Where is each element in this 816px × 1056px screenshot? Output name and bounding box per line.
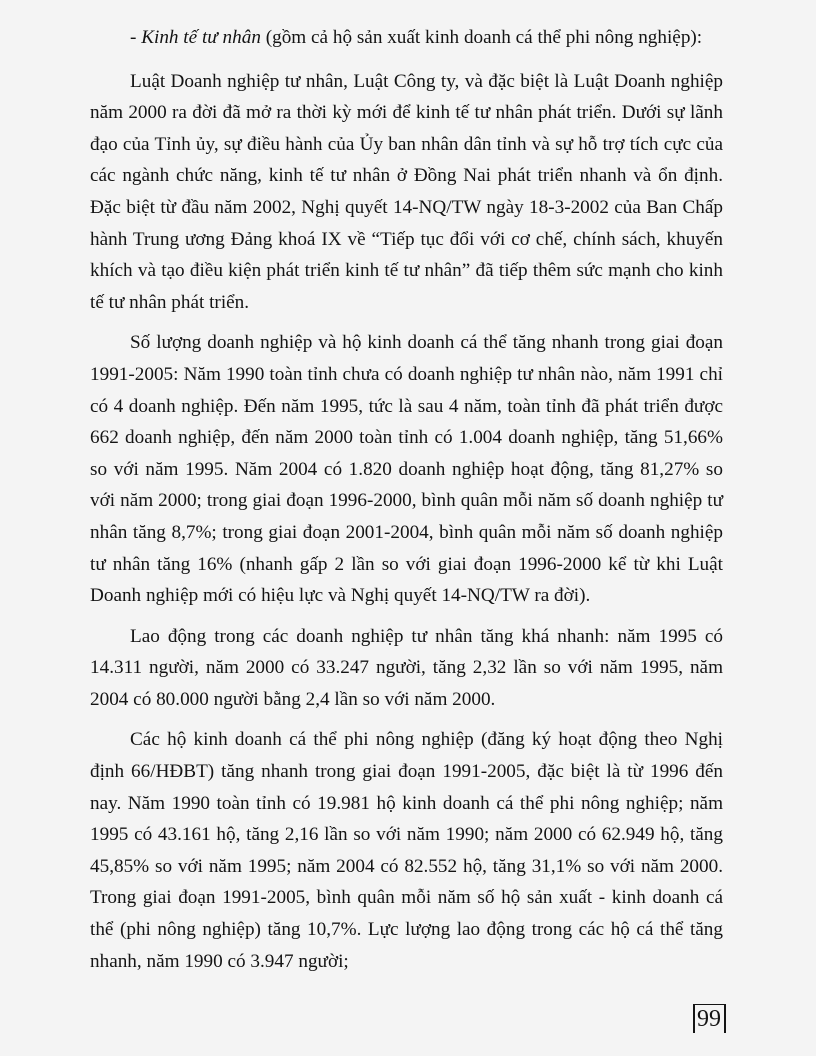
paragraph-household-business: Các hộ kinh doanh cá thể phi nông nghiệp (đăng ký hoạt động theo Nghị định 66/HĐBT) tăng nhanh trong giai đoạn 1991-2005, đặc biệt là từ 1996 đến nay. Năm 1990 toàn tỉnh có 19.981 hộ kinh doanh cá thể phi nông nghiệp; năm 1995 có 43.161 hộ, tăng 2,16 lần so với năm 1990; năm 2000 có 62.949 hộ, tăng 45,85% so với năm 1995; năm 2004 có 82.552 hộ, tăng 31,1% so với năm 2000. Trong giai đoạn 1991-2005, bình quân mỗi năm số hộ sản xuất - kinh doanh cá thể (phi nông nghiệp) tăng 10,7%. Lực lượng lao động trong các hộ cá thể tăng nhanh, năm 1990 có 3.947 người; <box>90 729 723 972</box>
page-number: 99 <box>693 1004 726 1033</box>
document-page <box>90 22 723 986</box>
section-heading-rest: (gồm cả hộ sản xuất kinh doanh cá thể phi nông nghiệp): <box>260 27 703 48</box>
heading-dash: - <box>130 27 142 48</box>
section-heading-title: Kinh tế tư nhân <box>141 27 261 48</box>
section-heading-paragraph <box>90 22 723 54</box>
paragraph-labor: Lao động trong các doanh nghiệp tư nhân tăng khá nhanh: năm 1995 có 14.311 người, năm 2000 có 33.247 người, tăng 2,32 lần so với năm 1995, năm 2004 có 80.000 người bằng 2,4 lần so với năm 2000. <box>90 625 723 710</box>
paragraph-enterprise-count: Số lượng doanh nghiệp và hộ kinh doanh cá thể tăng nhanh trong giai đoạn 1991-2005: Năm 1990 toàn tỉnh chưa có doanh nghiệp tư nhân nào, năm 1991 chỉ có 4 doanh nghiệp. Đến năm 1995, tức là sau 4 năm, toàn tỉnh đã phát triển được 662 doanh nghiệp, đến năm 2000 toàn tỉnh có 1.004 doanh nghiệp, tăng 51,66% so với năm 1995. Năm 2004 có 1.820 doanh nghiệp hoạt động, tăng 81,27% so với năm 2000; trong giai đoạn 1996-2000, bình quân mỗi năm số doanh nghiệp tư nhân tăng 8,7%; trong giai đoạn 2001-2004, bình quân mỗi năm số doanh nghiệp tư nhân tăng 16% (nhanh gấp 2 lần so với giai đoạn 1996-2000 kể từ khi Luật Doanh nghiệp mới có hiệu lực và Nghị quyết 14-NQ/TW ra đời). <box>90 332 723 607</box>
paragraph-enterprise-law: Luật Doanh nghiệp tư nhân, Luật Công ty, và đặc biệt là Luật Doanh nghiệp năm 2000 ra đời đã mở ra thời kỳ mới để kinh tế tư nhân phát triển. Dưới sự lãnh đạo của Tỉnh ủy, sự điều hành của Ủy ban nhân dân tỉnh và sự hỗ trợ tích cực của các ngành chức năng, kinh tế tư nhân ở Đồng Nai phát triển nhanh và ổn định. Đặc biệt từ đầu năm 2002, Nghị quyết 14-NQ/TW ngày 18-3-2002 của Ban Chấp hành Trung ương Đảng khoá IX về “Tiếp tục đổi với cơ chế, chính sách, khuyến khích và tạo điều kiện phát triển kinh tế tư nhân” đã tiếp thêm sức mạnh cho kinh tế tư nhân phát triển. <box>90 70 723 313</box>
